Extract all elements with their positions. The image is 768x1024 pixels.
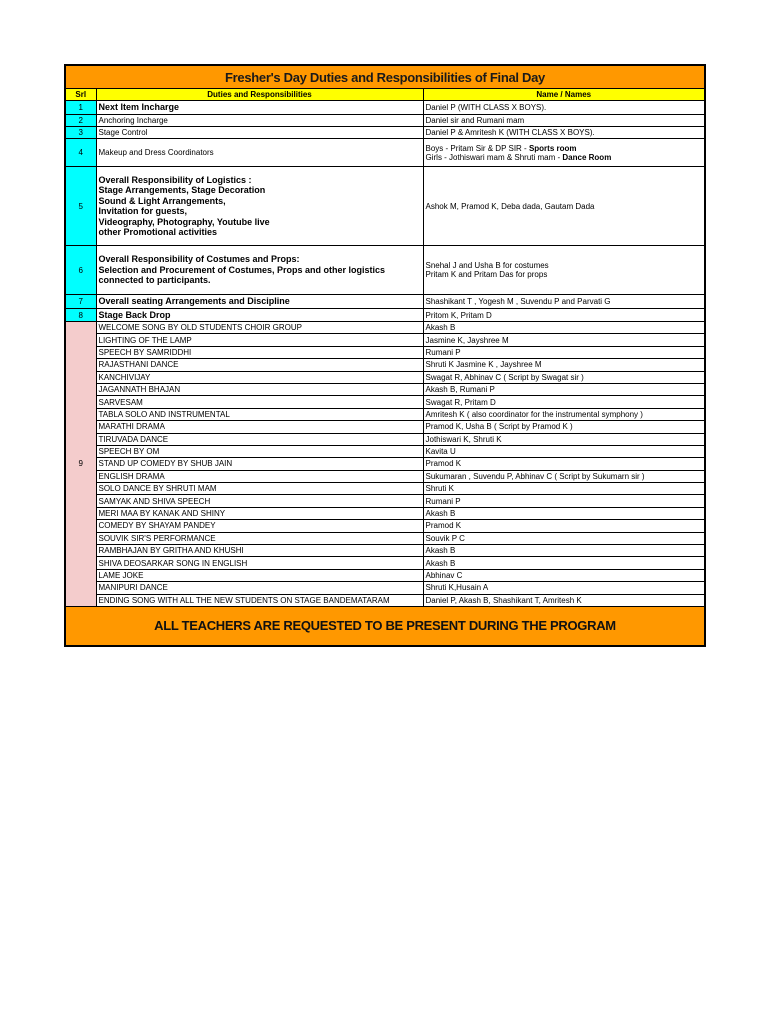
duty-line: other Promotional activities (98, 227, 218, 237)
program-row (65, 582, 705, 594)
program-responsible: Shruti K,Husain A (423, 582, 705, 594)
header-srl: Srl (65, 89, 96, 101)
program-responsible: Akash B (423, 507, 705, 519)
footer-row (65, 606, 705, 646)
program-responsible: Pramod K, Usha B ( Script by Pramod K ) (423, 421, 705, 433)
program-row (65, 495, 705, 507)
row-name: Daniel P (WITH CLASS X BOYS). (423, 101, 705, 115)
program-item: LAME JOKE (96, 569, 423, 581)
duty-line: Overall Responsibility of Logistics : (98, 174, 252, 185)
program-item: RAJASTHANI DANCE (96, 359, 423, 371)
row-duty: Makeup and Dress Coordinators (96, 139, 423, 167)
row-srl: 2 (65, 115, 96, 127)
location-label: Sports room (528, 143, 577, 153)
program-row (65, 545, 705, 557)
row-srl: 5 (65, 167, 96, 246)
program-row (65, 470, 705, 482)
program-row (65, 520, 705, 532)
program-item: STAND UP COMEDY BY SHUB JAIN (96, 458, 423, 470)
program-item: MERI MAA BY KANAK AND SHINY (96, 507, 423, 519)
program-item: KANCHIVIJAY (96, 371, 423, 383)
program-row (65, 383, 705, 395)
program-responsible: Rumani P (423, 346, 705, 358)
name-line: Boys - Pritam Sir & DP SIR - (425, 143, 529, 153)
duty-line: Sound & Light Arrangements, (98, 195, 226, 206)
program-responsible: Shruti K (423, 483, 705, 495)
program-responsible: Amritesh K ( also coordinator for the instrumental symphony ) (423, 408, 705, 420)
row-name: Shashikant T , Yogesh M , Suvendu P and Parvati G (423, 295, 705, 309)
program-item: JAGANNATH BHAJAN (96, 383, 423, 395)
row-name: Pritom K, Pritam D (423, 309, 705, 322)
program-item: SPEECH BY OM (96, 445, 423, 457)
program-responsible: Pramod K (423, 520, 705, 532)
row-duty (96, 246, 423, 295)
program-row (65, 594, 705, 606)
program-responsible: Kavita U (423, 445, 705, 457)
program-responsible: Akash B (423, 557, 705, 569)
program-item: SHIVA DEOSARKAR SONG IN ENGLISH (96, 557, 423, 569)
program-responsible: Shruti K Jasmine K , Jayshree M (423, 359, 705, 371)
program-row (65, 346, 705, 358)
row-name: Daniel P & Amritesh K (WITH CLASS X BOYS). (423, 127, 705, 139)
row-srl: 8 (65, 309, 96, 322)
program-row (65, 334, 705, 346)
table-row (65, 101, 705, 115)
program-responsible: Souvik P C (423, 532, 705, 544)
row-name (423, 246, 705, 295)
program-responsible: Akash B (423, 322, 705, 334)
location-label: Dance Room (562, 152, 612, 162)
program-item: TABLA SOLO AND INSTRUMENTAL (96, 408, 423, 420)
program-row (65, 359, 705, 371)
program-item: MANIPURI DANCE (96, 582, 423, 594)
row-srl: 7 (65, 295, 96, 309)
program-row (65, 458, 705, 470)
program-responsible: Swagat R, Abhinav C ( Script by Swagat sir ) (423, 371, 705, 383)
program-responsible: Swagat R, Pritam D (423, 396, 705, 408)
row-srl: 3 (65, 127, 96, 139)
program-item: SOUVIK SIR'S PERFORMANCE (96, 532, 423, 544)
name-line: Pritam K and Pritam Das for props (425, 270, 548, 279)
row-duty (96, 167, 423, 246)
program-row (65, 408, 705, 420)
row-name (423, 139, 705, 167)
program-responsible: Akash B, Rumani P (423, 383, 705, 395)
program-item: SARVESAM (96, 396, 423, 408)
name-line: Snehal J and Usha B for costumes (425, 261, 549, 270)
table-row (65, 246, 705, 295)
program-row (65, 557, 705, 569)
row-duty: Stage Back Drop (96, 309, 423, 322)
sheet-title: Fresher's Day Duties and Responsibilities of Final Day (65, 65, 705, 89)
program-row (65, 371, 705, 383)
program-row (65, 396, 705, 408)
program-responsible: Rumani P (423, 495, 705, 507)
program-item: COMEDY BY SHAYAM PANDEY (96, 520, 423, 532)
program-responsible: Abhinav C (423, 569, 705, 581)
program-item: ENDING SONG WITH ALL THE NEW STUDENTS ON STAGE BANDEMATARAM (96, 594, 423, 606)
program-item: SPEECH BY SAMRIDDHI (96, 346, 423, 358)
name-line: Girls - Jothiswari mam & Shruti mam - (425, 152, 563, 162)
program-item: RAMBHAJAN BY GRITHA AND KHUSHI (96, 545, 423, 557)
header-row (65, 89, 705, 101)
duty-line: connected to participants. (98, 275, 211, 286)
row-duty: Stage Control (96, 127, 423, 139)
table-row (65, 115, 705, 127)
program-responsible: Akash B (423, 545, 705, 557)
program-item: WELCOME SONG BY OLD STUDENTS CHOIR GROUP (96, 322, 423, 334)
duty-line: Videography, Photography, Youtube live (98, 216, 270, 227)
title-row (65, 65, 705, 89)
program-row (65, 483, 705, 495)
program-item: SAMYAK AND SHIVA SPEECH (96, 495, 423, 507)
row-duty: Anchoring Incharge (96, 115, 423, 127)
program-row (65, 421, 705, 433)
row-srl: 4 (65, 139, 96, 167)
row-name: Ashok M, Pramod K, Deba dada, Gautam Dada (423, 167, 705, 246)
program-item: TIRUVADA DANCE (96, 433, 423, 445)
program-responsible: Jasmine K, Jayshree M (423, 334, 705, 346)
row-duty: Overall seating Arrangements and Discipline (96, 295, 423, 309)
footer-notice: ALL TEACHERS ARE REQUESTED TO BE PRESENT DURING THE PROGRAM (65, 606, 705, 646)
program-item: ENGLISH DRAMA (96, 470, 423, 482)
program-item: LIGHTING OF THE LAMP (96, 334, 423, 346)
duty-line: Selection and Procurement of Costumes, Props and other logistics (98, 264, 386, 275)
table-row (65, 139, 705, 167)
table-row (65, 309, 705, 322)
program-row (65, 445, 705, 457)
program-row (65, 569, 705, 581)
program-item: SOLO DANCE BY SHRUTI MAM (96, 483, 423, 495)
table-row (65, 127, 705, 139)
row-srl: 6 (65, 246, 96, 295)
program-row (65, 532, 705, 544)
program-responsible: Daniel P, Akash B, Shashikant T, Amritesh K (423, 594, 705, 606)
row-srl: 1 (65, 101, 96, 115)
program-row (65, 322, 705, 334)
duty-line: Stage Arrangements, Stage Decoration (98, 185, 266, 195)
header-duties: Duties and Responsibilities (96, 89, 423, 101)
program-item: MARATHI DRAMA (96, 421, 423, 433)
table-row (65, 167, 705, 246)
program-row (65, 433, 705, 445)
program-responsible: Pramod K (423, 458, 705, 470)
duty-line: Overall Responsibility of Costumes and Props: (98, 254, 300, 265)
program-srl: 9 (65, 322, 96, 607)
row-name: Daniel sir and Rumani mam (423, 115, 705, 127)
program-row (65, 507, 705, 519)
program-responsible: Jothiswari K, Shruti K (423, 433, 705, 445)
table-row (65, 295, 705, 309)
header-names: Name / Names (423, 89, 705, 101)
duties-table (64, 64, 706, 647)
row-duty: Next Item Incharge (96, 101, 423, 115)
duty-line: Invitation for guests, (98, 206, 188, 216)
program-responsible: Sukumaran , Suvendu P, Abhinav C ( Script by Sukumarn sir ) (423, 470, 705, 482)
